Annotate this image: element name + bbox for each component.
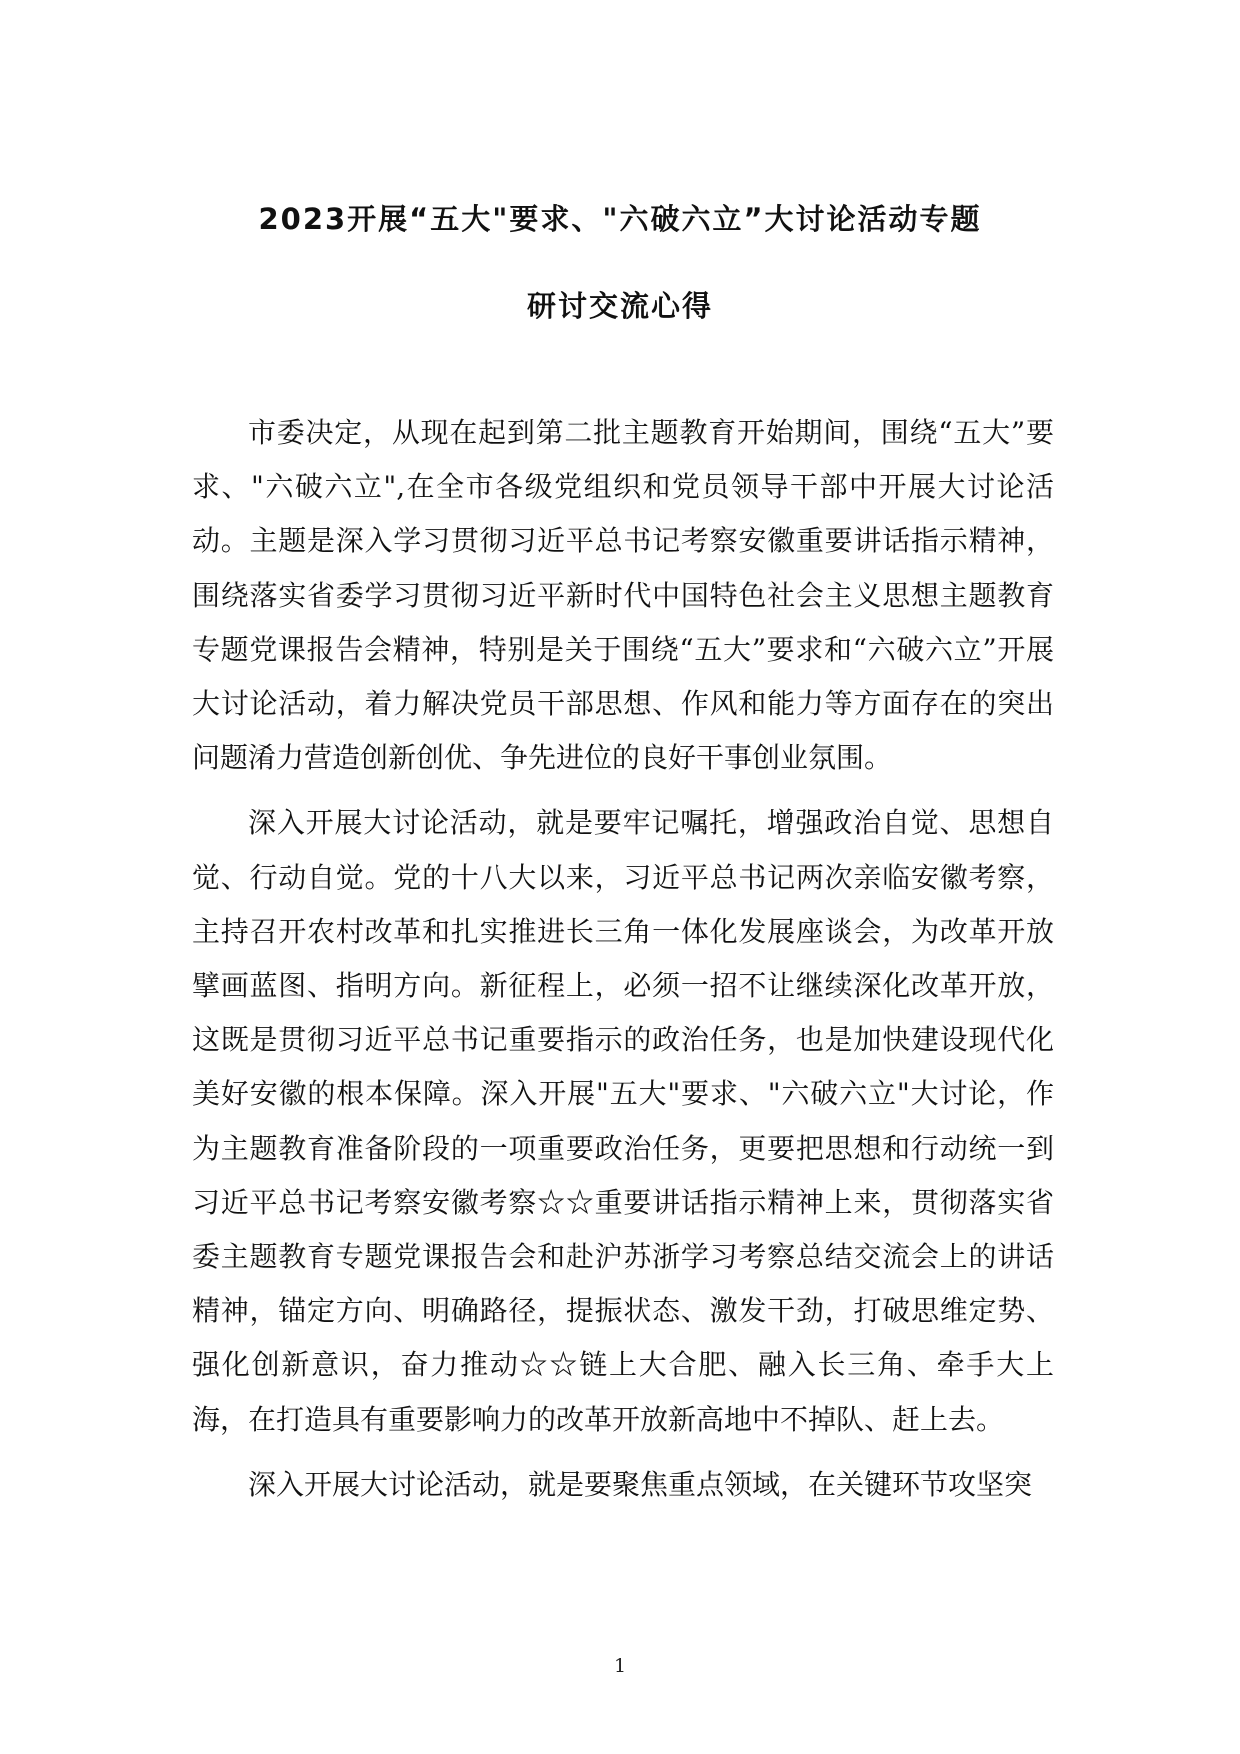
page-number: 1 (613, 1655, 627, 1677)
body-paragraph-3: 深入开展大讨论活动，就是要聚焦重点领域，在关键环节攻坚突 (248, 1467, 1033, 1501)
document-title-line-1: 2023开展“五大"要求、"六破六立”大讨论活动专题 (258, 202, 982, 236)
document-body (192, 406, 1054, 1523)
body-paragraph-2: 深入开展大讨论活动，就是要牢记嘱托，增强政治自觉、思想自觉、行动自觉。党的十八大以来，习近平总书记两次亲临安徽考察，主持召开农村改革和扎实推进长三角一体化发展座谈会，为改革开放擘画蓝图、指明方向。新征程上，必须一招不让继续深化改革开放，这既是贯彻习近平总书记重要指示的政治任务，也是加快建设现代化美好安徽的根本保障。深入开展"五大"要求、"六破六立"大讨论，作为主题教育准备阶段的一项重要政治任务，更要把思想和行动统一到习近平总书记考察安徽考察☆☆重要讲话指示精神上来，贯彻落实省委主题教育专题党课报告会和赴沪苏浙学习考察总结交流会上的讲话精神，锚定方向、明确路径，提振状态、激发干劲，打破思维定势、强化创新意识，奋力推动☆☆链上大合肥、融入长三角、牵手大上海，在打造具有重要影响力的改革开放新高地中不掉队、赶上去。 (192, 806, 1054, 1436)
document-title-line-2: 研讨交流心得 (526, 289, 713, 323)
body-paragraph-1: 市委决定，从现在起到第二批主题教育开始期间，围绕“五大”要求、"六破六立",在全市各级党组织和党员领导干部中开展大讨论活动。主题是深入学习贯彻习近平总书记考察安徽重要讲话指示精神，围绕落实省委学习贯彻习近平新时代中国特色社会主义思想主题教育专题党课报告会精神，特别是关于围绕“五大”要求和“六破六立”开展大讨论活动，着力解决党员干部思想、作风和能力等方面存在的突出问题淆力营造创新创优、争先进位的良好干事创业氛围。 (192, 416, 1054, 775)
